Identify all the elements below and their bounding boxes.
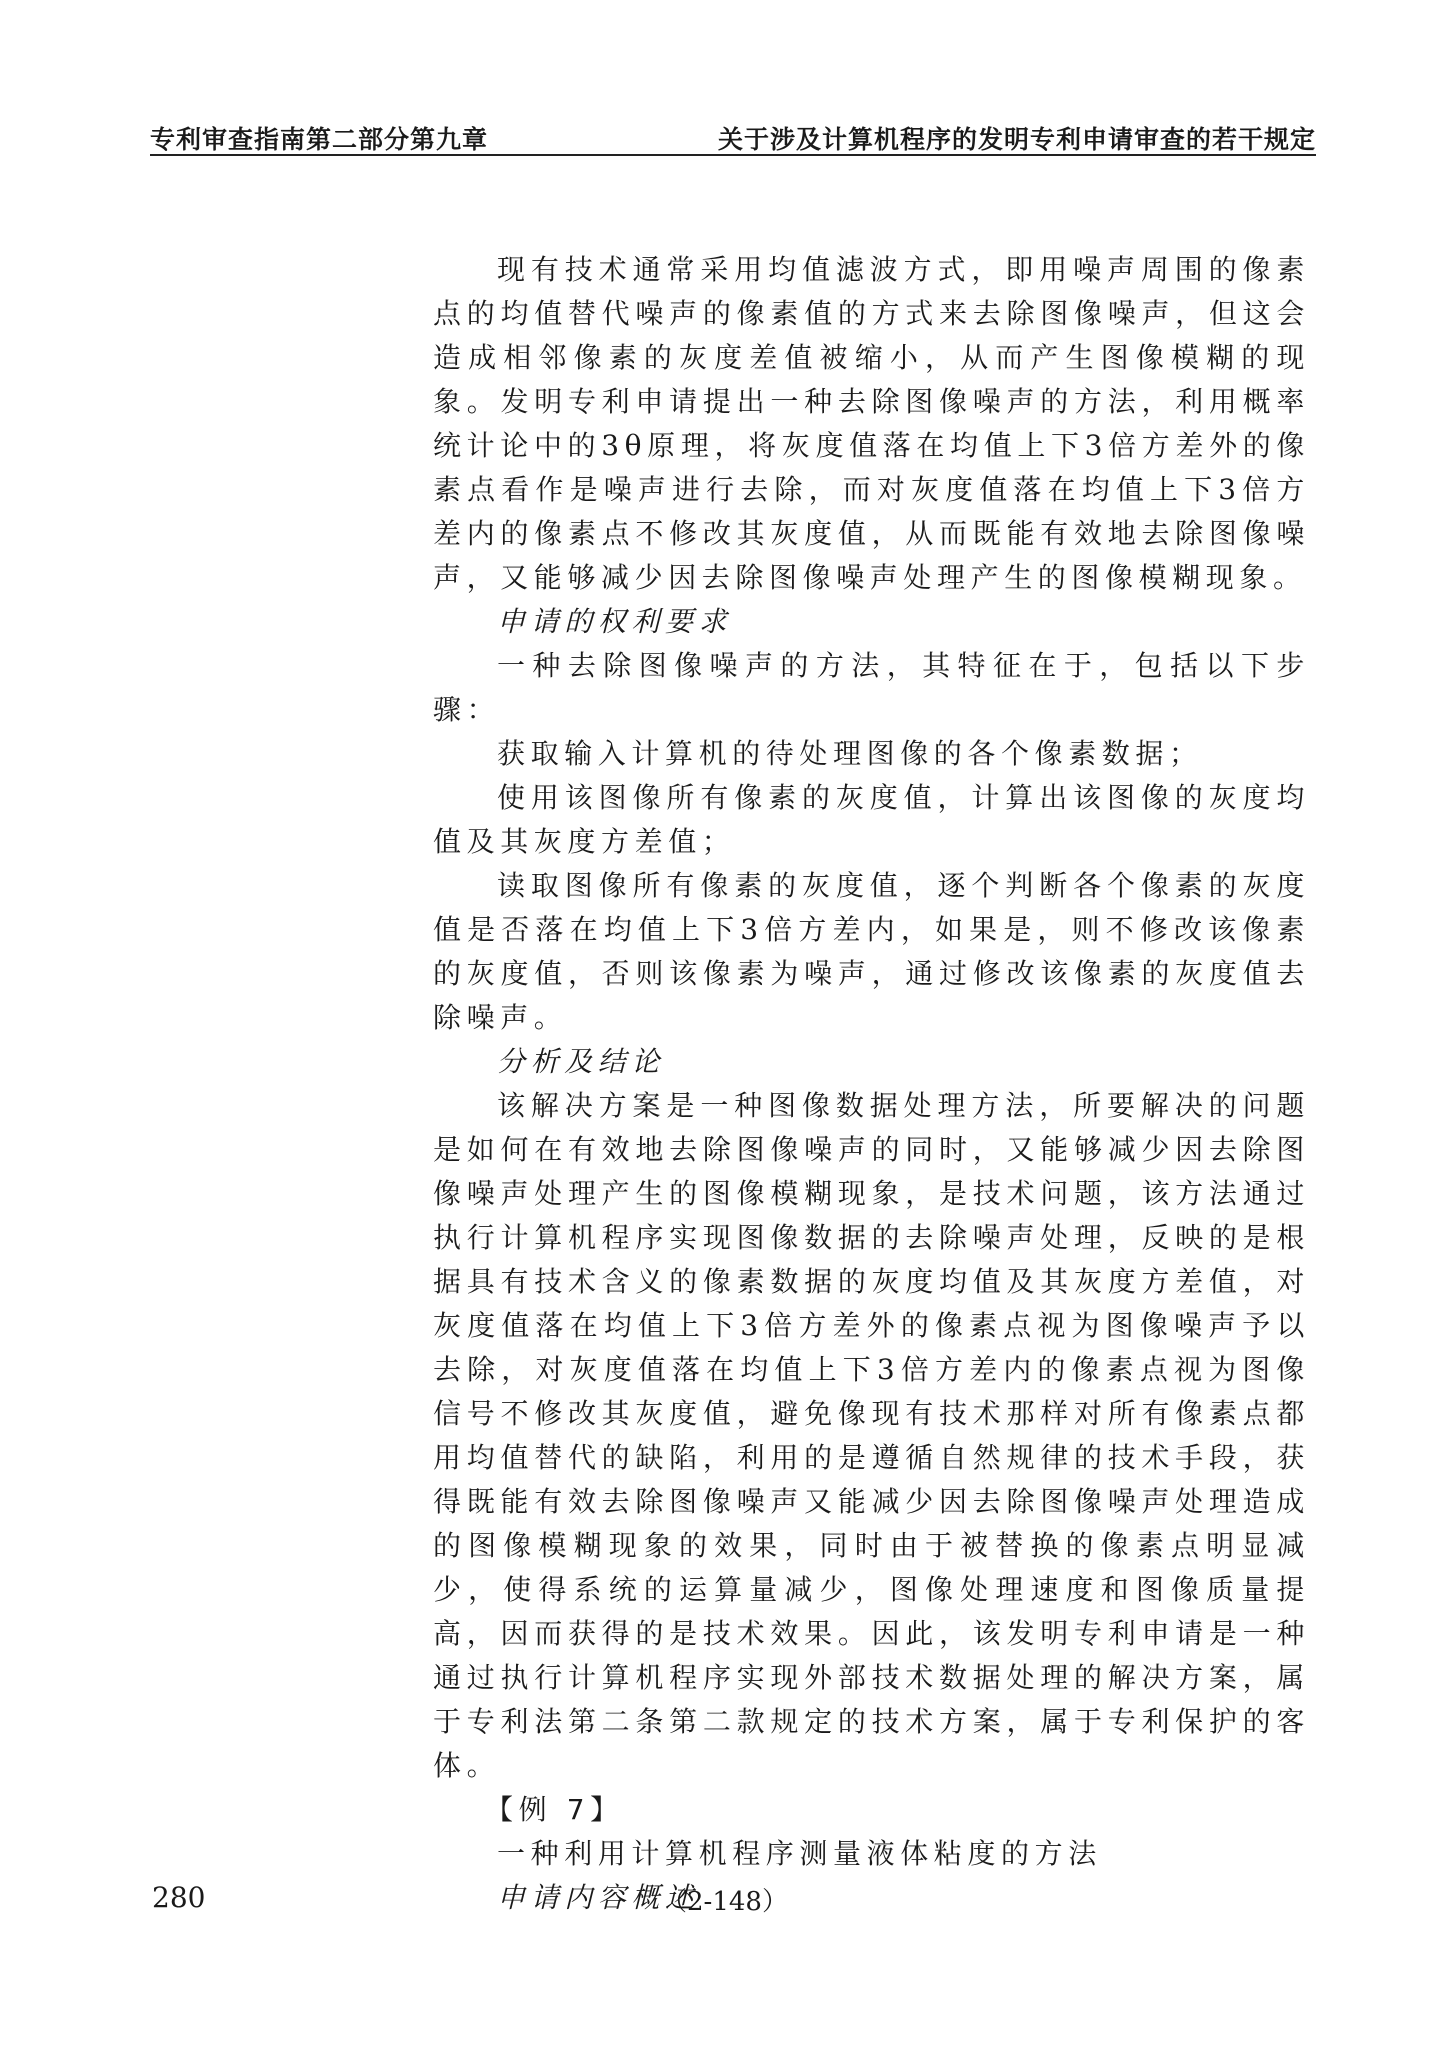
paragraph-claim-step-3: 读取图像所有像素的灰度值，逐个判断各个像素的灰度值是否落在均值上下3倍方差内，如果是，则不修改该像素的灰度值，否则该像素为噪声，通过修改该像素的灰度值去除噪声。 bbox=[433, 869, 1310, 1034]
subheading-summary: 申请内容概述 bbox=[497, 1881, 699, 1914]
subheading-analysis: 分析及结论 bbox=[497, 1045, 666, 1078]
example-label: 【例 7】 bbox=[485, 1793, 624, 1826]
main-text bbox=[433, 248, 1310, 1920]
section-code: （2-148） bbox=[661, 1887, 788, 1917]
chapter-title: 专利审查指南第二部分第九章 bbox=[150, 125, 489, 154]
section-title: 关于涉及计算机程序的发明专利申请审查的若干规定 bbox=[717, 125, 1316, 154]
subheading-claims: 申请的权利要求 bbox=[497, 605, 733, 638]
page-number: 280 bbox=[152, 1881, 206, 1914]
paragraph-background: 现有技术通常采用均值滤波方式，即用噪声周围的像素点的均值替代噪声的像素值的方式来去除图像噪声，但这会造成相邻像素的灰度差值被缩小，从而产生图像模糊的现象。发明专利申请提出一种去除图像噪声的方法，利用概率统计论中的3θ原理，将灰度值落在均值上下3倍方差外的像素点看作是噪声进行去除，而对灰度值落在均值上下3倍方差内的像素点不修改其灰度值，从而既能有效地去除图像噪声，又能够减少因去除图像噪声处理产生的图像模糊现象。 bbox=[433, 253, 1310, 594]
paragraph-claim-intro: 一种去除图像噪声的方法，其特征在于，包括以下步骤： bbox=[433, 649, 1310, 726]
paragraph-claim-step-2: 使用该图像所有像素的灰度值，计算出该图像的灰度均值及其灰度方差值； bbox=[433, 781, 1310, 858]
paragraph-analysis: 该解决方案是一种图像数据处理方法，所要解决的问题是如何在有效地去除图像噪声的同时，又能够减少因去除图像噪声处理产生的图像模糊现象，是技术问题，该方法通过执行计算机程序实现图像数据的去除噪声处理，反映的是根据具有技术含义的像素数据的灰度均值及其灰度方差值，对灰度值落在均值上下3倍方差外的像素点视为图像噪声予以去除，对灰度值落在均值上下3倍方差内的像素点视为图像信号不修改其灰度值，避免像现有技术那样对所有像素点都用均值替代的缺陷，利用的是遵循自然规律的技术手段，获得既能有效去除图像噪声又能减少因去除图像噪声处理造成的图像模糊现象的效果，同时由于被替换的像素点明显减少，使得系统的运算量减少，图像处理速度和图像质量提高，因而获得的是技术效果。因此，该发明专利申请是一种通过执行计算机程序实现外部技术数据处理的解决方案，属于专利法第二条第二款规定的技术方案，属于专利保护的客体。 bbox=[433, 1089, 1310, 1782]
running-header bbox=[150, 116, 1316, 156]
paragraph-claim-step-1: 获取输入计算机的待处理图像的各个像素数据； bbox=[497, 737, 1203, 770]
example-title: 一种利用计算机程序测量液体粘度的方法 bbox=[497, 1837, 1102, 1870]
